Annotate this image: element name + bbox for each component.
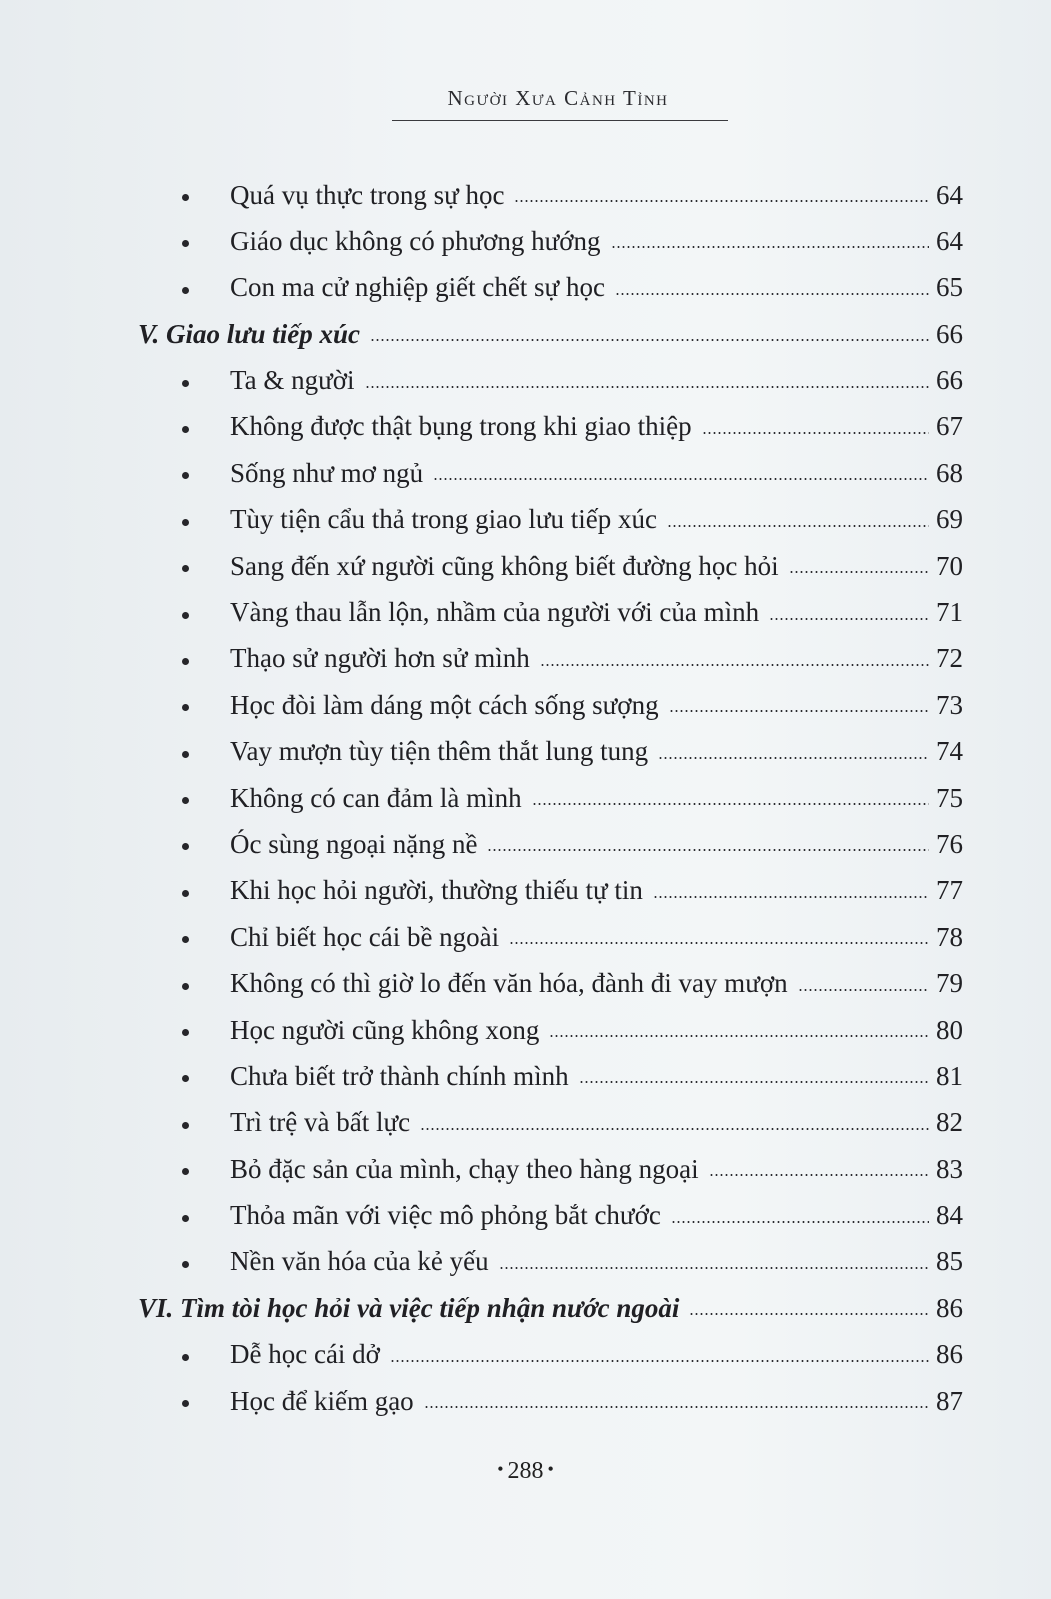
toc-entry-label: VI. Tìm tòi học hỏi và việc tiếp nhận nước ngoài — [138, 1292, 680, 1323]
toc-entry-label: Thạo sử người hơn sử mình — [230, 643, 530, 674]
toc-entry-row — [0, 1193, 1051, 1239]
toc-entry-row — [0, 404, 1051, 450]
toc-entry-page: 71 — [936, 597, 963, 628]
bullet-icon — [182, 1029, 189, 1036]
toc-entry-label: Không có can đảm là mình — [230, 782, 522, 813]
toc-entry — [230, 1100, 963, 1146]
toc-entry-row — [0, 1332, 1051, 1378]
toc-entry-page: 75 — [936, 782, 963, 813]
dot-leader — [653, 896, 929, 898]
folio-ornament-left: • — [497, 1459, 504, 1479]
page-number-value: 288 — [507, 1458, 544, 1484]
toc-entry-page: 76 — [936, 828, 963, 859]
header-rule — [392, 120, 728, 121]
toc-entry-page: 64 — [936, 225, 963, 256]
toc-entry-row — [0, 543, 1051, 589]
bullet-icon — [182, 843, 189, 850]
toc-section-row — [0, 311, 1051, 357]
toc-entry-row — [0, 868, 1051, 914]
toc-entry-row — [0, 218, 1051, 264]
bullet-icon — [182, 1261, 189, 1268]
toc-entry-label: Tùy tiện cẩu thả trong giao lưu tiếp xúc — [230, 504, 658, 535]
toc-entry-row — [0, 914, 1051, 960]
dot-leader — [669, 710, 929, 712]
toc-entry-label: Thỏa mãn với việc mô phỏng bắt chước — [230, 1200, 661, 1231]
toc-entry-row — [0, 1378, 1051, 1424]
toc-entry-row — [0, 729, 1051, 775]
toc-entry — [230, 450, 963, 496]
table-of-contents — [0, 172, 1051, 1425]
toc-entry — [230, 1332, 963, 1378]
toc-entry-page: 67 — [936, 411, 963, 442]
toc-entry-label: Khi học hỏi người, thường thiếu tự tin — [230, 875, 643, 906]
dot-leader — [789, 571, 929, 573]
dot-leader — [658, 757, 929, 759]
toc-entry-label: Óc sùng ngoại nặng nề — [230, 828, 478, 859]
toc-entry-page: 79 — [936, 968, 963, 999]
toc-entry-page: 73 — [936, 689, 963, 720]
bullet-icon — [182, 612, 189, 619]
bullet-icon — [182, 1215, 189, 1222]
toc-entry — [230, 729, 963, 775]
toc-entry-page: 81 — [936, 1060, 963, 1091]
toc-entry-label: V. Giao lưu tiếp xúc — [138, 318, 360, 349]
toc-entry — [230, 1146, 963, 1192]
dot-leader — [424, 1406, 929, 1408]
dot-leader — [509, 942, 929, 944]
bullet-icon — [182, 1400, 189, 1407]
toc-entry-label: Không có thì giờ lo đến văn hóa, đành đi vay mượn — [230, 968, 788, 999]
toc-entry-label: Giáo dục không có phương hướng — [230, 225, 601, 256]
toc-entry — [230, 172, 963, 218]
bullet-icon — [182, 658, 189, 665]
toc-entry-row — [0, 961, 1051, 1007]
toc-entry-label: Sang đến xứ người cũng không biết đường học hỏi — [230, 550, 779, 581]
dot-leader — [615, 293, 929, 295]
toc-section-row — [0, 1285, 1051, 1331]
toc-entry-label: Vàng thau lẫn lộn, nhầm của người với của mình — [230, 597, 760, 628]
toc-entry-label: Trì trệ và bất lực — [230, 1107, 411, 1138]
toc-entry-page: 86 — [936, 1339, 963, 1370]
bullet-icon — [182, 240, 189, 247]
toc-entry-page: 80 — [936, 1014, 963, 1045]
toc-entry-page: 69 — [936, 504, 963, 535]
toc-entry — [230, 961, 963, 1007]
toc-entry-page: 70 — [936, 550, 963, 581]
toc-entry-page: 83 — [936, 1153, 963, 1184]
toc-entry-page: 66 — [936, 318, 963, 349]
toc-entry-label: Dễ học cái dở — [230, 1339, 380, 1370]
toc-entry — [230, 404, 963, 450]
dot-leader — [370, 339, 929, 341]
dot-leader — [689, 1313, 929, 1315]
toc-entry-row — [0, 682, 1051, 728]
toc-entry-page: 85 — [936, 1246, 963, 1277]
toc-entry-label: Nền văn hóa của kẻ yếu — [230, 1246, 489, 1277]
toc-entry-row — [0, 1100, 1051, 1146]
toc-entry — [230, 218, 963, 264]
toc-entry-label: Chỉ biết học cái bề ngoài — [230, 921, 500, 952]
toc-entry-label: Chưa biết trở thành chính mình — [230, 1060, 569, 1091]
toc-entry-page: 66 — [936, 365, 963, 396]
dot-leader — [532, 803, 929, 805]
toc-entry-row — [0, 1053, 1051, 1099]
toc-entry-row — [0, 450, 1051, 496]
toc-entry — [230, 636, 963, 682]
toc-entry-label: Ta & người — [230, 365, 355, 396]
toc-entry-label: Vay mượn tùy tiện thêm thắt lung tung — [230, 736, 649, 767]
toc-entry-label: Sống như mơ ngủ — [230, 457, 424, 488]
toc-entry — [230, 914, 963, 960]
toc-entry-label: Không được thật bụng trong khi giao thiệp — [230, 411, 692, 442]
dot-leader — [702, 432, 929, 434]
toc-entry-label: Bỏ đặc sản của mình, chạy theo hàng ngoại — [230, 1153, 699, 1184]
bullet-icon — [182, 287, 189, 294]
bullet-icon — [182, 519, 189, 526]
dot-leader — [769, 618, 929, 620]
bullet-icon — [182, 565, 189, 572]
page-number — [0, 1458, 1051, 1485]
toc-entry-row — [0, 1146, 1051, 1192]
toc-entry-row — [0, 821, 1051, 867]
bullet-icon — [182, 704, 189, 711]
toc-entry-page: 87 — [936, 1385, 963, 1416]
toc-entry-label: Học để kiếm gạo — [230, 1385, 414, 1416]
toc-section-heading — [138, 311, 963, 357]
bullet-icon — [182, 380, 189, 387]
toc-entry — [230, 358, 963, 404]
dot-leader — [514, 200, 929, 202]
dot-leader — [579, 1081, 929, 1083]
dot-leader — [433, 478, 929, 480]
toc-entry-page: 72 — [936, 643, 963, 674]
bullet-icon — [182, 936, 189, 943]
toc-entry — [230, 1007, 963, 1053]
toc-entry-row — [0, 172, 1051, 218]
toc-entry-page: 82 — [936, 1107, 963, 1138]
toc-entry-row — [0, 1007, 1051, 1053]
dot-leader — [540, 664, 929, 666]
toc-entry-label: Quá vụ thực trong sự học — [230, 179, 505, 210]
dot-leader — [798, 989, 929, 991]
running-header-title: Người Xưa Cảnh Tỉnh — [447, 86, 669, 110]
toc-entry — [230, 868, 963, 914]
toc-entry-page: 78 — [936, 921, 963, 952]
dot-leader — [499, 1267, 929, 1269]
toc-entry-page: 84 — [936, 1200, 963, 1231]
dot-leader — [390, 1360, 929, 1362]
toc-entry — [230, 821, 963, 867]
toc-entry-row — [0, 590, 1051, 636]
toc-entry — [230, 265, 963, 311]
bullet-icon — [182, 983, 189, 990]
dot-leader — [365, 386, 929, 388]
toc-entry-page: 77 — [936, 875, 963, 906]
toc-entry — [230, 543, 963, 589]
toc-entry-page: 68 — [936, 457, 963, 488]
bullet-icon — [182, 426, 189, 433]
toc-entry — [230, 775, 963, 821]
toc-entry-row — [0, 1239, 1051, 1285]
bullet-icon — [182, 1354, 189, 1361]
toc-entry-row — [0, 636, 1051, 682]
toc-entry — [230, 1378, 963, 1424]
toc-entry-page: 86 — [936, 1292, 963, 1323]
folio-ornament-right: • — [547, 1459, 554, 1479]
bullet-icon — [182, 1122, 189, 1129]
toc-entry-label: Học đòi làm dáng một cách sống sượng — [230, 689, 659, 720]
dot-leader — [667, 525, 929, 527]
toc-entry-page: 64 — [936, 179, 963, 210]
toc-entry-label: Học người cũng không xong — [230, 1014, 540, 1045]
dot-leader — [487, 849, 929, 851]
toc-entry — [230, 1193, 963, 1239]
dot-leader — [549, 1035, 929, 1037]
bullet-icon — [182, 890, 189, 897]
toc-entry-row — [0, 358, 1051, 404]
dot-leader — [709, 1174, 929, 1176]
dot-leader — [671, 1221, 929, 1223]
bullet-icon — [182, 797, 189, 804]
toc-entry-page: 74 — [936, 736, 963, 767]
toc-entry — [230, 1239, 963, 1285]
bullet-icon — [182, 1075, 189, 1082]
toc-section-heading — [138, 1285, 963, 1331]
toc-entry — [230, 590, 963, 636]
toc-entry-row — [0, 775, 1051, 821]
toc-entry-page: 65 — [936, 272, 963, 303]
toc-entry — [230, 497, 963, 543]
bullet-icon — [182, 472, 189, 479]
bullet-icon — [182, 1168, 189, 1175]
toc-entry-label: Con ma cử nghiệp giết chết sự học — [230, 272, 605, 303]
toc-entry — [230, 682, 963, 728]
bullet-icon — [182, 194, 189, 201]
toc-entry-row — [0, 265, 1051, 311]
toc-entry-row — [0, 497, 1051, 543]
bullet-icon — [182, 751, 189, 758]
dot-leader — [420, 1128, 929, 1130]
dot-leader — [611, 246, 929, 248]
toc-entry — [230, 1053, 963, 1099]
